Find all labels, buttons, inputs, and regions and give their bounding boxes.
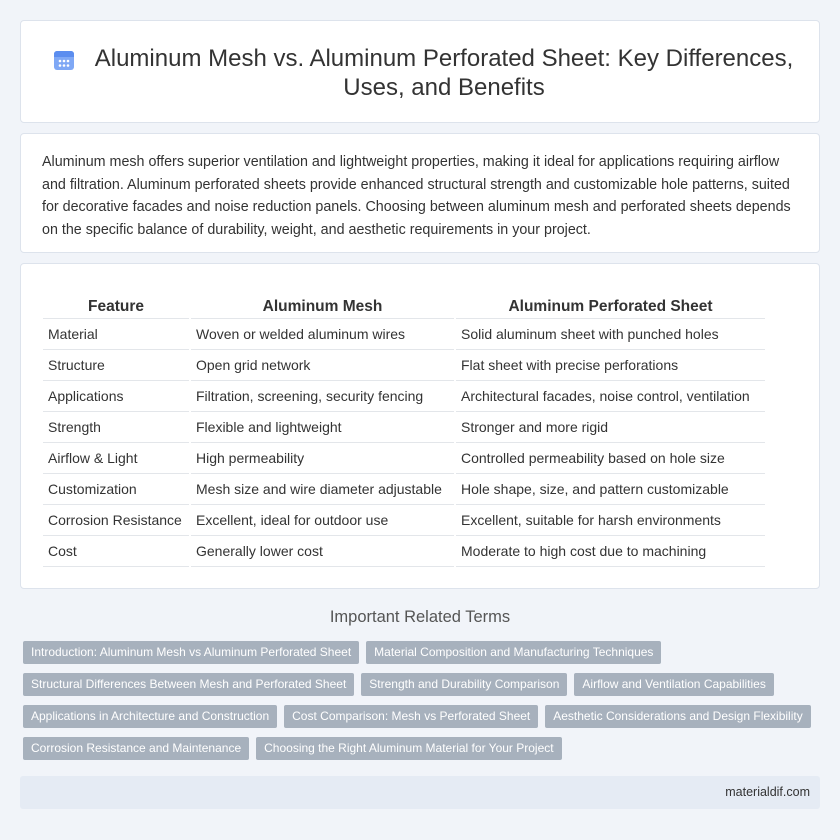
cell-aluminum-mesh: Open grid network	[191, 350, 454, 381]
cell-feature: Airflow & Light	[43, 443, 189, 474]
related-terms-heading: Important Related Terms	[329, 608, 511, 626]
cell-feature: Corrosion Resistance	[43, 505, 189, 536]
cell-feature: Material	[43, 319, 189, 350]
table-body	[43, 319, 765, 567]
table-row	[43, 412, 765, 443]
related-term-tag[interactable]: Structural Differences Between Mesh and Perforated Sheet	[23, 673, 354, 696]
intro-card	[20, 133, 820, 253]
related-term-tag[interactable]: Material Composition and Manufacturing Techniques	[366, 641, 661, 664]
table-row	[43, 474, 765, 505]
tag-row	[23, 673, 823, 696]
column-header-perforated-sheet: Aluminum Perforated Sheet	[456, 296, 765, 319]
related-term-tag[interactable]: Applications in Architecture and Construction	[23, 705, 277, 728]
related-term-tag[interactable]: Strength and Durability Comparison	[361, 673, 567, 696]
cell-perforated-sheet: Hole shape, size, and pattern customizable	[456, 474, 765, 505]
page-title: Aluminum Mesh vs. Aluminum Perforated Sheet: Key Differences, Uses, and Benefits	[94, 45, 794, 101]
tag-row	[23, 737, 823, 760]
cell-feature: Structure	[43, 350, 189, 381]
title-wrap	[21, 44, 821, 102]
calendar-icon	[52, 48, 76, 72]
related-term-tag[interactable]: Corrosion Resistance and Maintenance	[23, 737, 249, 760]
tag-row	[23, 641, 823, 664]
related-term-tag[interactable]: Introduction: Aluminum Mesh vs Aluminum Perforated Sheet	[23, 641, 359, 664]
comparison-card	[20, 263, 820, 589]
table-row	[43, 505, 765, 536]
cell-aluminum-mesh: High permeability	[191, 443, 454, 474]
related-term-tag[interactable]: Cost Comparison: Mesh vs Perforated Sheet	[284, 705, 538, 728]
title-card	[20, 20, 820, 123]
intro-paragraph: Aluminum mesh offers superior ventilation and lightweight properties, making it ideal for applications requiring airflow and filtration. Aluminum perforated sheets provide enhanced structural strength and customizable hole patterns, suited for decorative facades and noise reduction panels. Choosing between aluminum mesh and perforated sheets depends on the specific balance of durability, weight, and aesthetic requirements in your project.	[42, 154, 791, 238]
cell-perforated-sheet: Flat sheet with precise perforations	[456, 350, 765, 381]
table-row	[43, 381, 765, 412]
cell-feature: Customization	[43, 474, 189, 505]
comparison-table	[43, 296, 765, 567]
cell-aluminum-mesh: Woven or welded aluminum wires	[191, 319, 454, 350]
tag-row	[23, 705, 823, 728]
cell-aluminum-mesh: Flexible and lightweight	[191, 412, 454, 443]
cell-feature: Applications	[43, 381, 189, 412]
related-term-tag[interactable]: Airflow and Ventilation Capabilities	[574, 673, 773, 696]
table-row	[43, 350, 765, 381]
cell-perforated-sheet: Excellent, suitable for harsh environments	[456, 505, 765, 536]
cell-perforated-sheet: Architectural facades, noise control, ventilation	[456, 381, 765, 412]
related-terms-list	[23, 641, 823, 769]
cell-aluminum-mesh: Filtration, screening, security fencing	[191, 381, 454, 412]
cell-perforated-sheet: Solid aluminum sheet with punched holes	[456, 319, 765, 350]
related-term-tag[interactable]: Choosing the Right Aluminum Material for Your Project	[256, 737, 561, 760]
footer	[20, 776, 820, 809]
table-row	[43, 319, 765, 350]
footer-site-link[interactable]: materialdif.com	[725, 785, 810, 799]
cell-perforated-sheet: Moderate to high cost due to machining	[456, 536, 765, 567]
cell-perforated-sheet: Stronger and more rigid	[456, 412, 765, 443]
table-header-row	[43, 296, 765, 319]
related-term-tag[interactable]: Aesthetic Considerations and Design Flexibility	[545, 705, 810, 728]
cell-aluminum-mesh: Generally lower cost	[191, 536, 454, 567]
column-header-feature: Feature	[43, 296, 189, 319]
table-row	[43, 536, 765, 567]
table-row	[43, 443, 765, 474]
cell-feature: Strength	[43, 412, 189, 443]
cell-aluminum-mesh: Mesh size and wire diameter adjustable	[191, 474, 454, 505]
cell-aluminum-mesh: Excellent, ideal for outdoor use	[191, 505, 454, 536]
column-header-aluminum-mesh: Aluminum Mesh	[191, 296, 454, 319]
cell-feature: Cost	[43, 536, 189, 567]
cell-perforated-sheet: Controlled permeability based on hole size	[456, 443, 765, 474]
